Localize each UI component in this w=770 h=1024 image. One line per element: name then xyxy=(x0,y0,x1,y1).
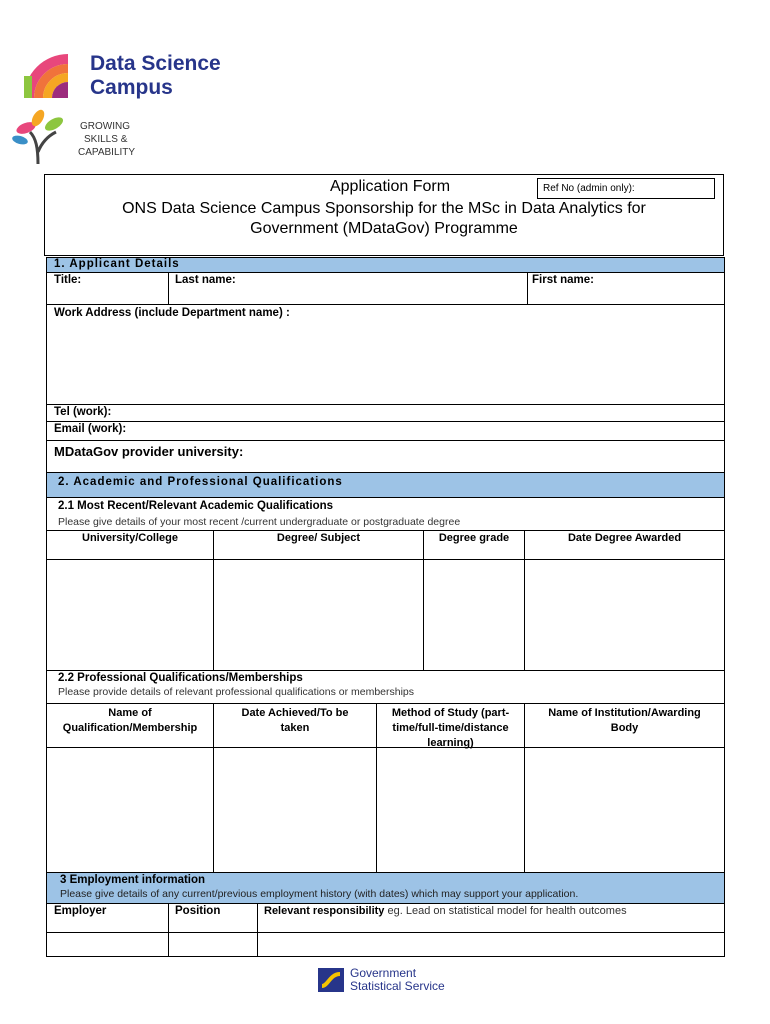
col-date-achieved-line-1: Date Achieved/To be xyxy=(241,707,349,719)
data-science-campus-logo xyxy=(22,52,262,102)
tree-icon xyxy=(12,108,66,166)
growing-line-2: SKILLS & xyxy=(84,134,128,145)
first-name-label: First name: xyxy=(532,274,594,286)
col-method-line-2: time/full-time/distance xyxy=(392,722,509,734)
col-method-line-1: Method of Study (part- xyxy=(391,707,510,719)
col-institution xyxy=(525,706,724,736)
email-label: Email (work): xyxy=(54,423,127,435)
prof-cell-date[interactable] xyxy=(214,748,376,872)
gss-icon xyxy=(318,968,344,992)
academic-cell-degree[interactable] xyxy=(214,560,423,670)
section-2-2-note: Please provide details of relevant professional qualifications or memberships xyxy=(58,686,415,698)
section-1-heading: 1. Applicant Details xyxy=(54,258,180,270)
section-3-heading: 3 Employment information xyxy=(60,874,206,886)
growing-line-1: GROWING xyxy=(80,121,130,132)
subtitle-line-2: Government (MDataGov) Programme xyxy=(250,220,518,237)
work-address-label: Work Address (include Department name) : xyxy=(54,307,290,319)
prof-cell-institution[interactable] xyxy=(525,748,724,872)
academic-cell-date[interactable] xyxy=(525,560,724,670)
section-2-1-heading: 2.1 Most Recent/Relevant Academic Qualifications xyxy=(58,500,334,512)
title-label: Title: xyxy=(54,274,82,286)
prof-cell-method[interactable] xyxy=(377,748,524,872)
gss-line-1: Government xyxy=(350,966,417,980)
employment-cell-position[interactable] xyxy=(169,933,257,956)
academic-cell-grade[interactable] xyxy=(424,560,524,670)
brand-line-2: Campus xyxy=(90,76,173,99)
brand-line-1: Data Science xyxy=(90,52,221,75)
col-degree-subject: Degree/ Subject xyxy=(276,532,361,544)
col-date-achieved xyxy=(214,706,376,736)
tel-label: Tel (work): xyxy=(54,406,112,418)
col-date-achieved-line-2: taken xyxy=(280,722,310,734)
last-name-label: Last name: xyxy=(175,274,236,286)
position-label: Position xyxy=(175,905,221,917)
responsibility-hint: eg. Lead on statistical model for health outcomes xyxy=(384,905,627,917)
tel-field[interactable] xyxy=(47,405,724,421)
col-date-awarded: Date Degree Awarded xyxy=(567,532,682,544)
employment-cell-employer[interactable] xyxy=(47,933,168,956)
responsibility-header xyxy=(264,905,627,917)
section-2-1-note: Please give details of your most recent /current undergraduate or postgraduate degree xyxy=(58,516,461,528)
col-institution-line-1: Name of Institution/Awarding xyxy=(548,707,701,719)
responsibility-label: Relevant responsibility xyxy=(264,905,385,917)
form-title: Application Form xyxy=(329,178,451,195)
prof-cell-qualification[interactable] xyxy=(47,748,213,872)
provider-label: MDataGov provider university: xyxy=(54,444,244,459)
col-institution-line-2: Body xyxy=(610,722,639,734)
subtitle-line-1: ONS Data Science Campus Sponsorship for the MSc in Data Analytics for xyxy=(122,200,646,217)
section-2-2-heading: 2.2 Professional Qualifications/Memberships xyxy=(58,672,303,684)
col-qualification-line-1: Name of xyxy=(108,707,152,719)
dsc-logo-icon xyxy=(22,52,78,100)
email-field[interactable] xyxy=(47,422,724,440)
employer-label: Employer xyxy=(54,905,107,917)
col-qualification xyxy=(47,706,213,736)
col-degree-grade: Degree grade xyxy=(438,532,510,544)
section-2-heading: 2. Academic and Professional Qualifications xyxy=(58,476,343,488)
col-method-line-3: learning) xyxy=(427,737,474,749)
ref-no-label: Ref No (admin only): xyxy=(543,183,635,194)
growing-skills-logo xyxy=(12,108,172,168)
gss-line-2: Statistical Service xyxy=(350,979,445,993)
col-university: University/College xyxy=(82,532,178,544)
academic-cell-university[interactable] xyxy=(47,560,213,670)
col-method-of-study xyxy=(377,706,524,751)
work-address-field[interactable] xyxy=(47,305,724,404)
employment-cell-responsibility[interactable] xyxy=(258,933,724,956)
section-3-note: Please give details of any current/previous employment history (with dates) which may support your application. xyxy=(60,888,579,900)
gss-logo xyxy=(318,966,468,996)
col-qualification-line-2: Qualification/Membership xyxy=(62,722,198,734)
growing-line-3: CAPABILITY xyxy=(78,147,136,158)
